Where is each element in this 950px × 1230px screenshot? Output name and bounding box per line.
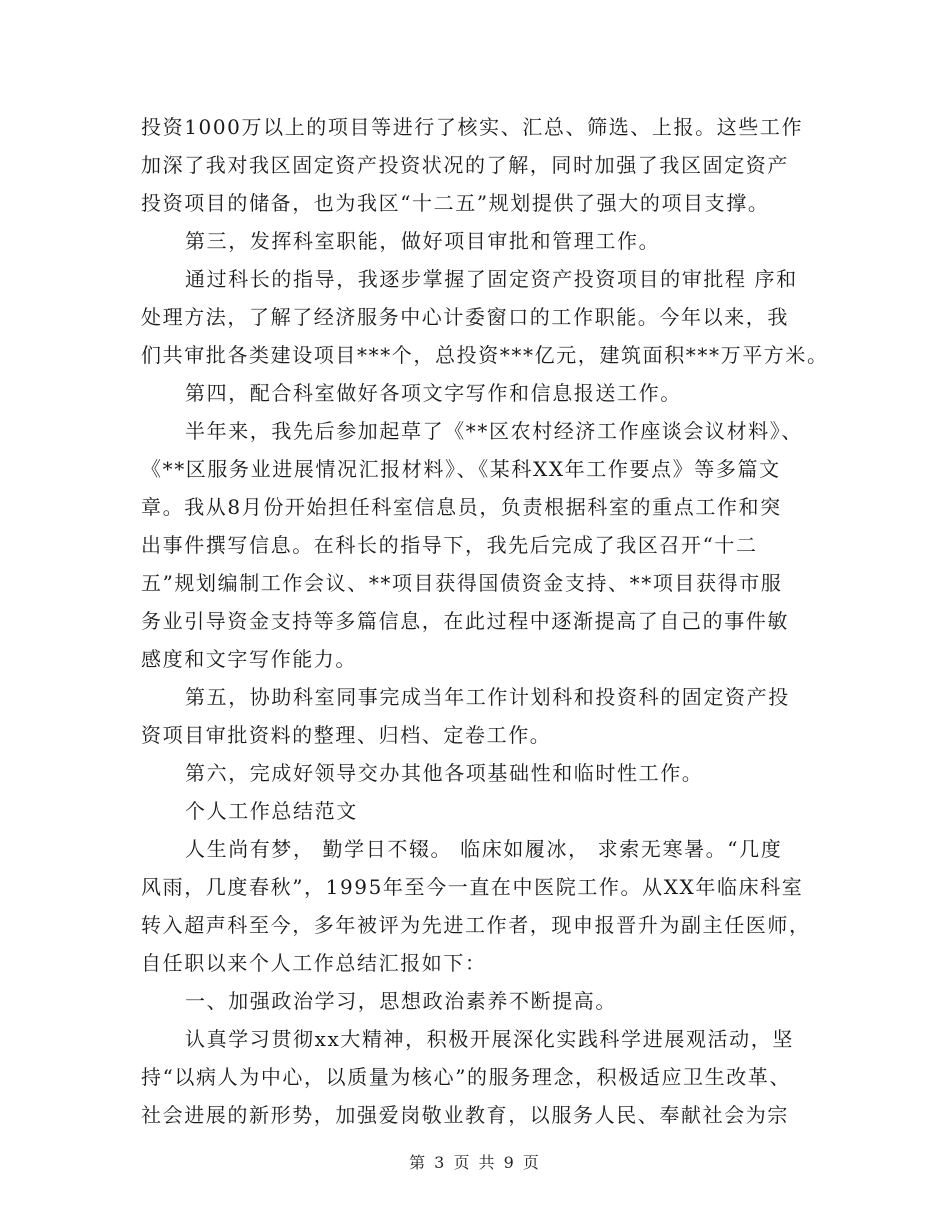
text-line: 处理方法，了解了经济服务中心计委窗口的工作职能。今年以来，我 [141,305,789,329]
text-line: 五”规划编制工作会议、**项目获得国债资金支持、**项目获得市服 [141,571,783,595]
text-line: 第三，发挥科室职能，做好项目审批和管理工作。 [185,229,661,253]
text-line: 感度和文字写作能力。 [141,647,357,671]
text-line: 务业引导资金支持等多篇信息，在此过程中逐渐提高了自己的事件敏 [141,609,789,633]
text-line: 《**区服务业进展情况汇报材料》、《某科XX年工作要点》等多篇文 [141,457,781,481]
text-line: 一、加强政治学习，思想政治素养不断提高。 [185,989,617,1013]
text-line: 通过科长的指导，我逐步掌握了固定资产投资项目的审批程 序和 [185,267,798,291]
document-body [141,108,829,1134]
text-line: 们共审批各类建设项目***个，总投资***亿元，建筑面积***万平方米。 [141,343,829,367]
page-number-footer: 第 3 页 共 9 页 [409,1153,541,1172]
text-line: 人生尚有梦， 勤学日不辍。 临床如履冰， 求索无寒暑。“几度 [185,837,783,861]
text-line: 第四，配合科室做好各项文字写作和信息报送工作。 [185,381,682,405]
text-line: 个人工作总结范文 [185,799,358,823]
text-line: 半年来，我先后参加起草了《**区农村经济工作座谈会议材料》、 [185,419,803,443]
text-line: 持“以病人为中心，以质量为核心”的服务理念，积极适应卫生改革、 [141,1065,792,1089]
text-line: 自任职以来个人工作总结汇报如下： [141,951,487,975]
text-line: 转入超声科至今，多年被评为先进工作者，现申报晋升为副主任医师， [141,913,811,937]
text-line: 出事件撰写信息。在科长的指导下，我先后完成了我区召开“十二 [141,533,758,557]
text-line: 章。我从8月份开始担任科室信息员，负责根据科室的重点工作和突 [141,495,782,519]
text-line: 社会进展的新形势，加强爱岗敬业教育，以服务人民、奉献社会为宗 [141,1103,789,1127]
text-line: 资项目审批资料的整理、归档、定卷工作。 [141,723,552,747]
text-line: 风雨，几度春秋”，1995年至今一直在中医院工作。从XX年临床科室 [141,875,804,899]
text-line: 认真学习贯彻xx大精神，积极开展深化实践科学进展观活动，坚 [185,1027,794,1051]
text-line: 投资项目的储备，也为我区“十二五”规划提供了强大的项目支撑。 [141,191,770,215]
text-line: 第五，协助科室同事完成当年工作计划科和投资科的固定资产投 [185,685,790,709]
text-line: 投资1000万以上的项目等进行了核实、汇总、筛选、上报。这些工作 [141,115,804,139]
text-line: 第六，完成好领导交办其他各项基础性和临时性工作。 [185,761,704,785]
text-line: 加深了我对我区固定资产投资状况的了解，同时加强了我区固定资产 [141,153,789,177]
